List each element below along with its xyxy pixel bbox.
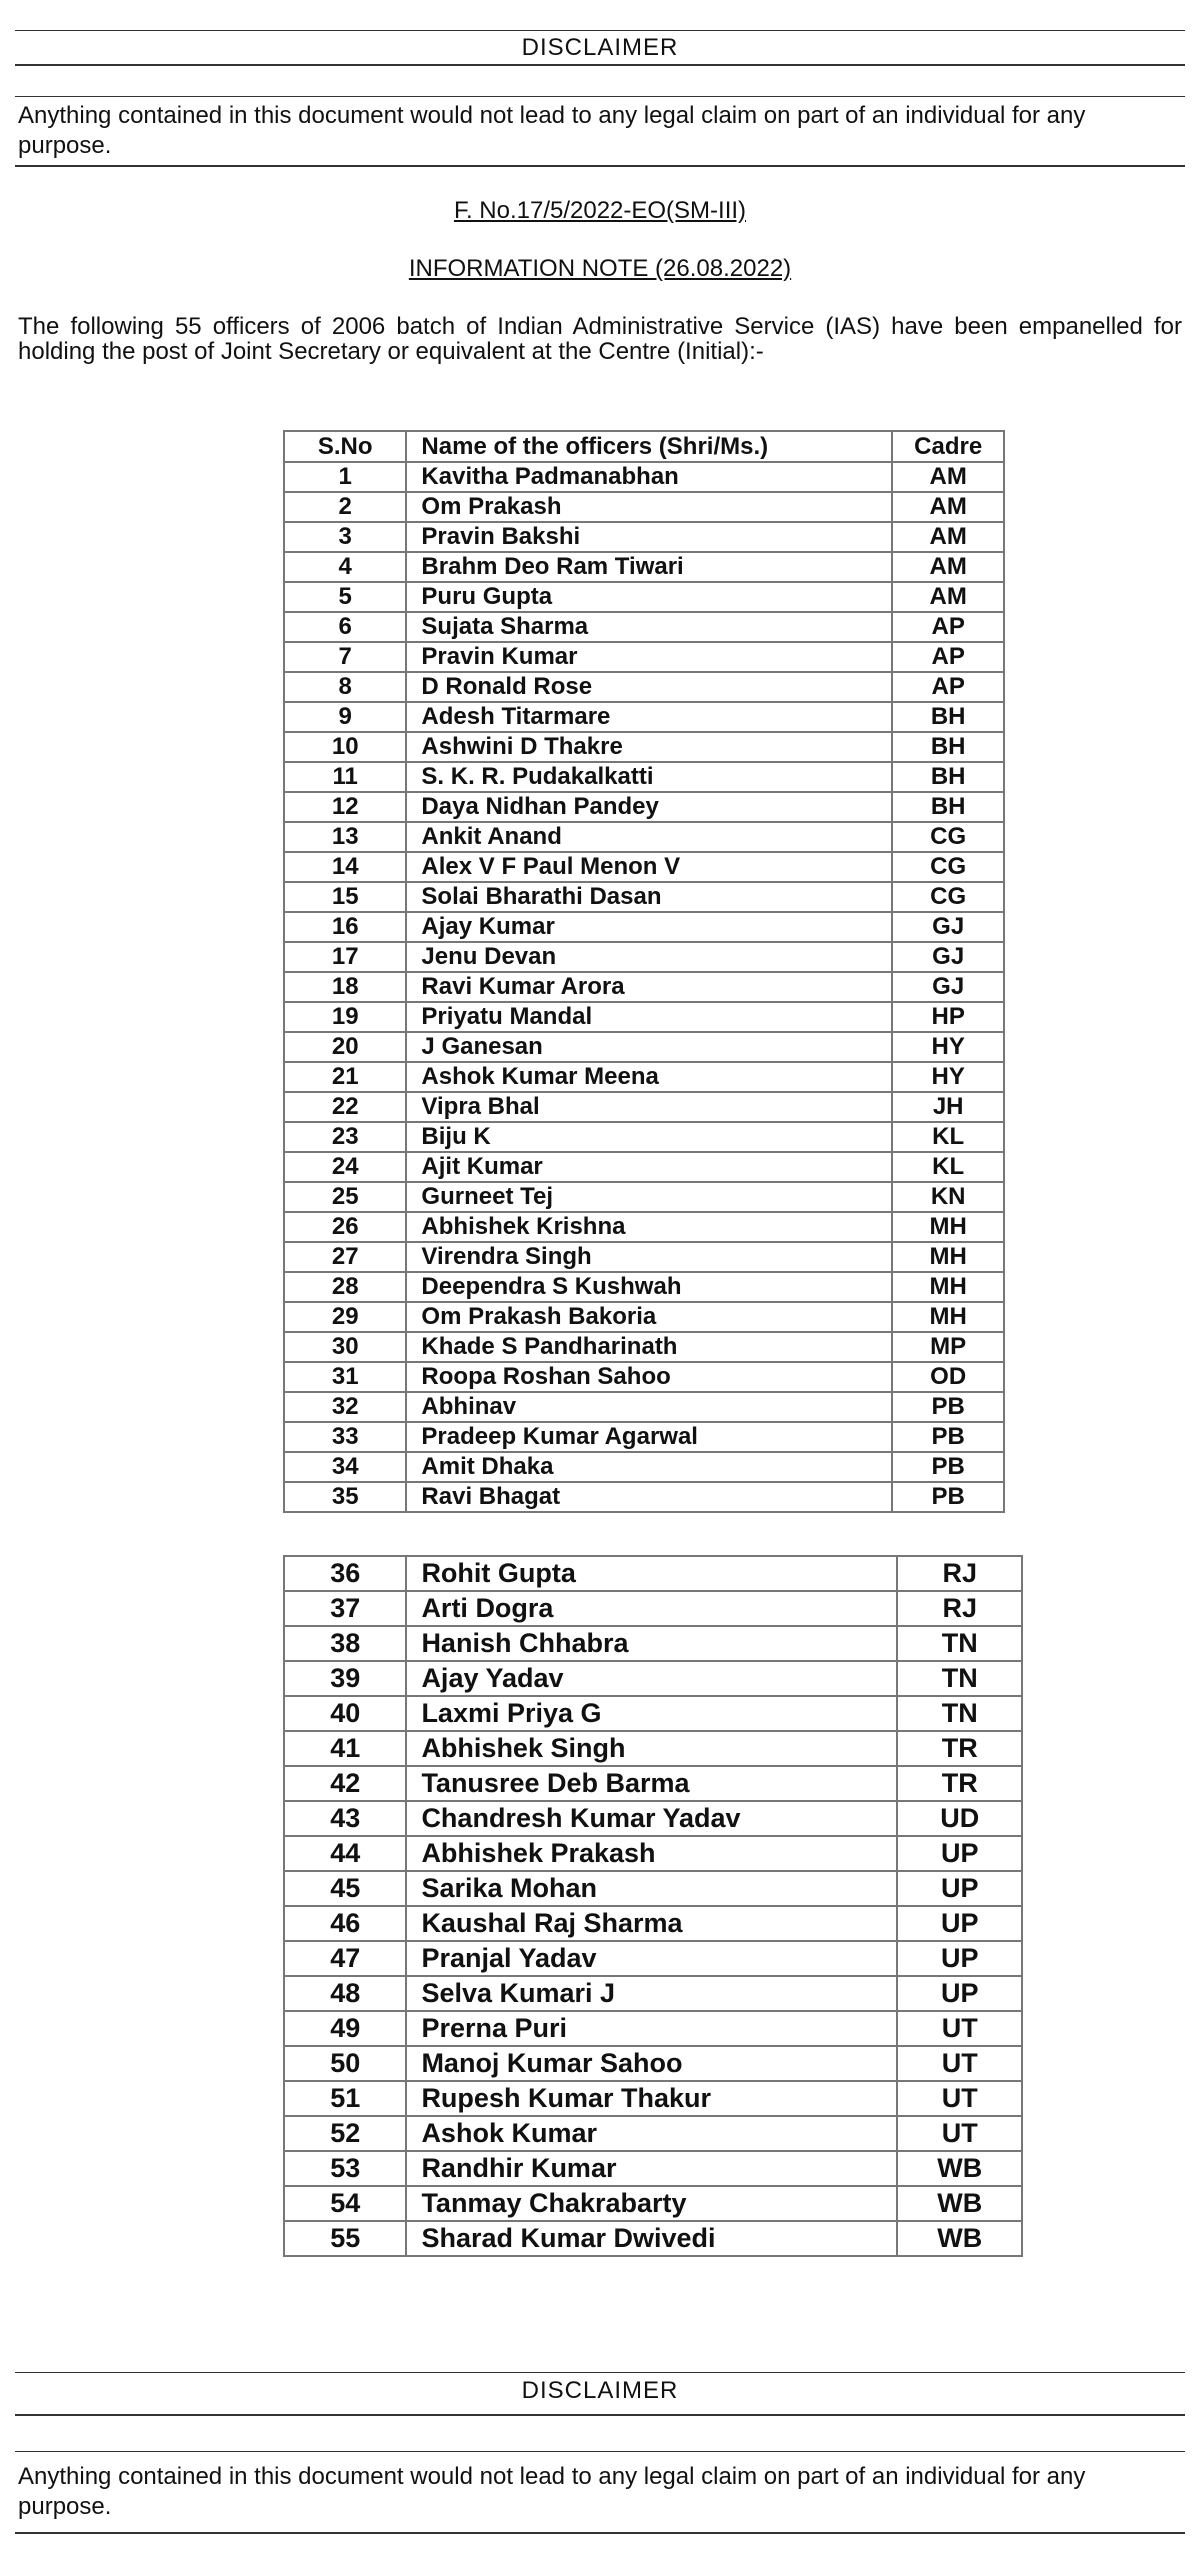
divider <box>15 96 1185 97</box>
row-sno: 49 <box>284 2011 406 2046</box>
row-sno: 21 <box>284 1062 406 1092</box>
row-cadre: UP <box>897 1941 1022 1976</box>
table-row <box>284 1182 1004 1212</box>
table-row <box>284 852 1004 882</box>
row-sno: 32 <box>284 1392 406 1422</box>
row-sno: 12 <box>284 792 406 822</box>
table-row <box>284 1871 1022 1906</box>
row-sno: 37 <box>284 1591 406 1626</box>
row-name: J Ganesan <box>406 1032 892 1062</box>
row-name: Adesh Titarmare <box>406 702 892 732</box>
row-cadre: HY <box>892 1032 1004 1062</box>
row-sno: 47 <box>284 1941 406 1976</box>
table-row <box>284 552 1004 582</box>
table-row <box>284 582 1004 612</box>
row-sno: 9 <box>284 702 406 732</box>
row-cadre: BH <box>892 762 1004 792</box>
row-sno: 52 <box>284 2116 406 2151</box>
row-sno: 8 <box>284 672 406 702</box>
row-name: Tanmay Chakrabarty <box>406 2186 897 2221</box>
table-row <box>284 1422 1004 1452</box>
row-name: Randhir Kumar <box>406 2151 897 2186</box>
row-name: Pranjal Yadav <box>406 1941 897 1976</box>
note-title: INFORMATION NOTE (26.08.2022) <box>408 255 792 282</box>
row-cadre: KL <box>892 1122 1004 1152</box>
row-cadre: GJ <box>892 942 1004 972</box>
table-row <box>284 462 1004 492</box>
row-sno: 10 <box>284 732 406 762</box>
row-name: Amit Dhaka <box>406 1452 892 1482</box>
row-name: Vipra Bhal <box>406 1092 892 1122</box>
table-row <box>284 1696 1022 1731</box>
table-row <box>284 1591 1022 1626</box>
row-sno: 6 <box>284 612 406 642</box>
table-row <box>284 942 1004 972</box>
row-cadre: RJ <box>897 1591 1022 1626</box>
row-name: Ankit Anand <box>406 822 892 852</box>
table-row <box>284 1272 1004 1302</box>
disclaimer-text-bottom: Anything contained in this document would not lead to any legal claim on part of an individual for any purpose. <box>18 2463 1086 2520</box>
row-name: Chandresh Kumar Yadav <box>406 1801 897 1836</box>
row-sno: 54 <box>284 2186 406 2221</box>
row-sno: 15 <box>284 882 406 912</box>
row-cadre: JH <box>892 1092 1004 1122</box>
row-sno: 43 <box>284 1801 406 1836</box>
row-name: Pravin Bakshi <box>406 522 892 552</box>
row-sno: 48 <box>284 1976 406 2011</box>
row-cadre: UP <box>897 1871 1022 1906</box>
table-row <box>284 2046 1022 2081</box>
row-sno: 51 <box>284 2081 406 2116</box>
row-sno: 42 <box>284 1766 406 1801</box>
table-row <box>284 1452 1004 1482</box>
row-cadre: HP <box>892 1002 1004 1032</box>
row-cadre: WB <box>897 2151 1022 2186</box>
row-sno: 45 <box>284 1871 406 1906</box>
row-sno: 55 <box>284 2221 406 2256</box>
table-row <box>284 1122 1004 1152</box>
row-name: Pradeep Kumar Agarwal <box>406 1422 892 1452</box>
table-row <box>284 522 1004 552</box>
row-sno: 20 <box>284 1032 406 1062</box>
row-sno: 18 <box>284 972 406 1002</box>
row-sno: 33 <box>284 1422 406 1452</box>
row-name: Priyatu Mandal <box>406 1002 892 1032</box>
row-sno: 50 <box>284 2046 406 2081</box>
row-cadre: UP <box>897 1906 1022 1941</box>
divider <box>15 2451 1185 2452</box>
table-row <box>284 1836 1022 1871</box>
table-row <box>284 1062 1004 1092</box>
row-name: Ajit Kumar <box>406 1152 892 1182</box>
table-row <box>284 732 1004 762</box>
row-cadre: TN <box>897 1696 1022 1731</box>
row-sno: 25 <box>284 1182 406 1212</box>
row-name: Kaushal Raj Sharma <box>406 1906 897 1941</box>
row-name: Rupesh Kumar Thakur <box>406 2081 897 2116</box>
row-name: Arti Dogra <box>406 1591 897 1626</box>
row-sno: 16 <box>284 912 406 942</box>
header-cadre: Cadre <box>892 431 1004 462</box>
table-row <box>284 702 1004 732</box>
row-cadre: AM <box>892 492 1004 522</box>
table-row <box>284 2011 1022 2046</box>
row-sno: 19 <box>284 1002 406 1032</box>
table-row <box>284 1626 1022 1661</box>
row-name: Manoj Kumar Sahoo <box>406 2046 897 2081</box>
row-sno: 28 <box>284 1272 406 1302</box>
table-row <box>284 792 1004 822</box>
row-sno: 5 <box>284 582 406 612</box>
row-name: Daya Nidhan Pandey <box>406 792 892 822</box>
table-row <box>284 1556 1022 1591</box>
row-name: Brahm Deo Ram Tiwari <box>406 552 892 582</box>
row-sno: 39 <box>284 1661 406 1696</box>
table-row <box>284 882 1004 912</box>
row-name: Kavitha Padmanabhan <box>406 462 892 492</box>
row-cadre: KL <box>892 1152 1004 1182</box>
row-sno: 11 <box>284 762 406 792</box>
row-cadre: OD <box>892 1362 1004 1392</box>
row-cadre: PB <box>892 1422 1004 1452</box>
table-row <box>284 2221 1022 2256</box>
header-sno: S.No <box>284 431 406 462</box>
row-cadre: TN <box>897 1626 1022 1661</box>
row-name: Tanusree Deb Barma <box>406 1766 897 1801</box>
row-cadre: BH <box>892 702 1004 732</box>
table-row <box>284 1302 1004 1332</box>
table-row <box>284 1242 1004 1272</box>
row-sno: 38 <box>284 1626 406 1661</box>
row-name: Sharad Kumar Dwivedi <box>406 2221 897 2256</box>
table-row <box>284 912 1004 942</box>
row-name: D Ronald Rose <box>406 672 892 702</box>
table-row <box>284 1152 1004 1182</box>
row-name: Abhishek Prakash <box>406 1836 897 1871</box>
row-sno: 26 <box>284 1212 406 1242</box>
row-cadre: MP <box>892 1332 1004 1362</box>
row-name: Ravi Kumar Arora <box>406 972 892 1002</box>
row-name: Abhishek Krishna <box>406 1212 892 1242</box>
row-name: Sarika Mohan <box>406 1871 897 1906</box>
table-row <box>284 1482 1004 1512</box>
divider <box>15 165 1185 167</box>
row-sno: 40 <box>284 1696 406 1731</box>
row-sno: 1 <box>284 462 406 492</box>
row-name: Ajay Kumar <box>406 912 892 942</box>
row-sno: 34 <box>284 1452 406 1482</box>
row-cadre: RJ <box>897 1556 1022 1591</box>
officers-table-part2 <box>283 1555 1023 2257</box>
row-name: Laxmi Priya G <box>406 1696 897 1731</box>
row-cadre: BH <box>892 732 1004 762</box>
row-cadre: UP <box>897 1836 1022 1871</box>
row-cadre: KN <box>892 1182 1004 1212</box>
row-cadre: WB <box>897 2186 1022 2221</box>
intro-paragraph: The following 55 officers of 2006 batch of Indian Administrative Service (IAS) have been empanelled for holding the post of Joint Secretary or equivalent at the Centre (Initial):- <box>18 313 1182 365</box>
table-row <box>284 2081 1022 2116</box>
table-row <box>284 1032 1004 1062</box>
table-row <box>284 822 1004 852</box>
row-cadre: MH <box>892 1212 1004 1242</box>
row-sno: 35 <box>284 1482 406 1512</box>
row-sno: 53 <box>284 2151 406 2186</box>
divider <box>15 30 1185 31</box>
row-sno: 14 <box>284 852 406 882</box>
row-cadre: UT <box>897 2116 1022 2151</box>
row-cadre: AP <box>892 642 1004 672</box>
row-cadre: MH <box>892 1242 1004 1272</box>
row-cadre: AP <box>892 672 1004 702</box>
row-sno: 27 <box>284 1242 406 1272</box>
table-row <box>284 2151 1022 2186</box>
table-row <box>284 1362 1004 1392</box>
row-sno: 17 <box>284 942 406 972</box>
row-cadre: GJ <box>892 972 1004 1002</box>
row-name: Hanish Chhabra <box>406 1626 897 1661</box>
row-name: Sujata Sharma <box>406 612 892 642</box>
row-cadre: AM <box>892 522 1004 552</box>
disclaimer-title-top: DISCLAIMER <box>521 34 679 61</box>
row-cadre: HY <box>892 1062 1004 1092</box>
table-row <box>284 972 1004 1002</box>
row-cadre: MH <box>892 1272 1004 1302</box>
officers-table-part1 <box>283 430 1005 1513</box>
row-name: Ajay Yadav <box>406 1661 897 1696</box>
row-sno: 22 <box>284 1092 406 1122</box>
row-sno: 46 <box>284 1906 406 1941</box>
row-sno: 7 <box>284 642 406 672</box>
header-name: Name of the officers (Shri/Ms.) <box>406 431 892 462</box>
table-row <box>284 672 1004 702</box>
row-cadre: WB <box>897 2221 1022 2256</box>
row-name: Om Prakash Bakoria <box>406 1302 892 1332</box>
row-cadre: CG <box>892 882 1004 912</box>
row-cadre: AM <box>892 582 1004 612</box>
row-cadre: TN <box>897 1661 1022 1696</box>
table-row <box>284 1661 1022 1696</box>
row-cadre: AM <box>892 552 1004 582</box>
row-cadre: TR <box>897 1766 1022 1801</box>
row-cadre: BH <box>892 792 1004 822</box>
table-row <box>284 1392 1004 1422</box>
row-name: Abhishek Singh <box>406 1731 897 1766</box>
row-name: Pravin Kumar <box>406 642 892 672</box>
row-cadre: AP <box>892 612 1004 642</box>
row-name: Abhinav <box>406 1392 892 1422</box>
table-row <box>284 1731 1022 1766</box>
row-sno: 31 <box>284 1362 406 1392</box>
row-cadre: UP <box>897 1976 1022 2011</box>
disclaimer-title-bottom: DISCLAIMER <box>521 2377 679 2404</box>
row-sno: 24 <box>284 1152 406 1182</box>
row-name: Ravi Bhagat <box>406 1482 892 1512</box>
table-row <box>284 1906 1022 1941</box>
file-number: F. No.17/5/2022-EO(SM-III) <box>453 197 747 224</box>
row-name: Ashwini D Thakre <box>406 732 892 762</box>
row-cadre: UD <box>897 1801 1022 1836</box>
table-row <box>284 2186 1022 2221</box>
row-cadre: UT <box>897 2081 1022 2116</box>
row-cadre: MH <box>892 1302 1004 1332</box>
row-cadre: AM <box>892 462 1004 492</box>
row-sno: 4 <box>284 552 406 582</box>
table-row <box>284 1332 1004 1362</box>
row-cadre: UT <box>897 2011 1022 2046</box>
row-name: Prerna Puri <box>406 2011 897 2046</box>
table-row <box>284 762 1004 792</box>
row-name: S. K. R. Pudakalkatti <box>406 762 892 792</box>
row-cadre: PB <box>892 1452 1004 1482</box>
row-name: Om Prakash <box>406 492 892 522</box>
row-name: Deependra S Kushwah <box>406 1272 892 1302</box>
row-name: Selva Kumari J <box>406 1976 897 2011</box>
row-cadre: PB <box>892 1482 1004 1512</box>
row-name: Ashok Kumar Meena <box>406 1062 892 1092</box>
row-sno: 29 <box>284 1302 406 1332</box>
row-name: Alex V F Paul Menon V <box>406 852 892 882</box>
table-row <box>284 1002 1004 1032</box>
table-header-row <box>284 431 1004 462</box>
divider <box>15 64 1185 66</box>
disclaimer-text-top: Anything contained in this document would not lead to any legal claim on part of an individual for any purpose. <box>18 102 1086 159</box>
row-sno: 30 <box>284 1332 406 1362</box>
table-row <box>284 1766 1022 1801</box>
table-row <box>284 2116 1022 2151</box>
row-name: Jenu Devan <box>406 942 892 972</box>
row-sno: 3 <box>284 522 406 552</box>
row-sno: 36 <box>284 1556 406 1591</box>
table-row <box>284 612 1004 642</box>
row-sno: 23 <box>284 1122 406 1152</box>
row-name: Solai Bharathi Dasan <box>406 882 892 912</box>
divider <box>15 2372 1185 2373</box>
table-row <box>284 642 1004 672</box>
row-name: Ashok Kumar <box>406 2116 897 2151</box>
row-name: Khade S Pandharinath <box>406 1332 892 1362</box>
row-cadre: CG <box>892 852 1004 882</box>
row-cadre: CG <box>892 822 1004 852</box>
row-cadre: UT <box>897 2046 1022 2081</box>
table-row <box>284 1212 1004 1242</box>
row-name: Gurneet Tej <box>406 1182 892 1212</box>
row-cadre: PB <box>892 1392 1004 1422</box>
table-row <box>284 492 1004 522</box>
row-name: Rohit Gupta <box>406 1556 897 1591</box>
row-name: Roopa Roshan Sahoo <box>406 1362 892 1392</box>
row-name: Virendra Singh <box>406 1242 892 1272</box>
table-row <box>284 1976 1022 2011</box>
row-name: Biju K <box>406 1122 892 1152</box>
row-sno: 44 <box>284 1836 406 1871</box>
row-sno: 41 <box>284 1731 406 1766</box>
table-row <box>284 1941 1022 1976</box>
table-row <box>284 1092 1004 1122</box>
row-cadre: TR <box>897 1731 1022 1766</box>
row-cadre: GJ <box>892 912 1004 942</box>
row-name: Puru Gupta <box>406 582 892 612</box>
table-row <box>284 1801 1022 1836</box>
divider <box>15 2532 1185 2534</box>
row-sno: 13 <box>284 822 406 852</box>
row-sno: 2 <box>284 492 406 522</box>
divider <box>15 2414 1185 2416</box>
